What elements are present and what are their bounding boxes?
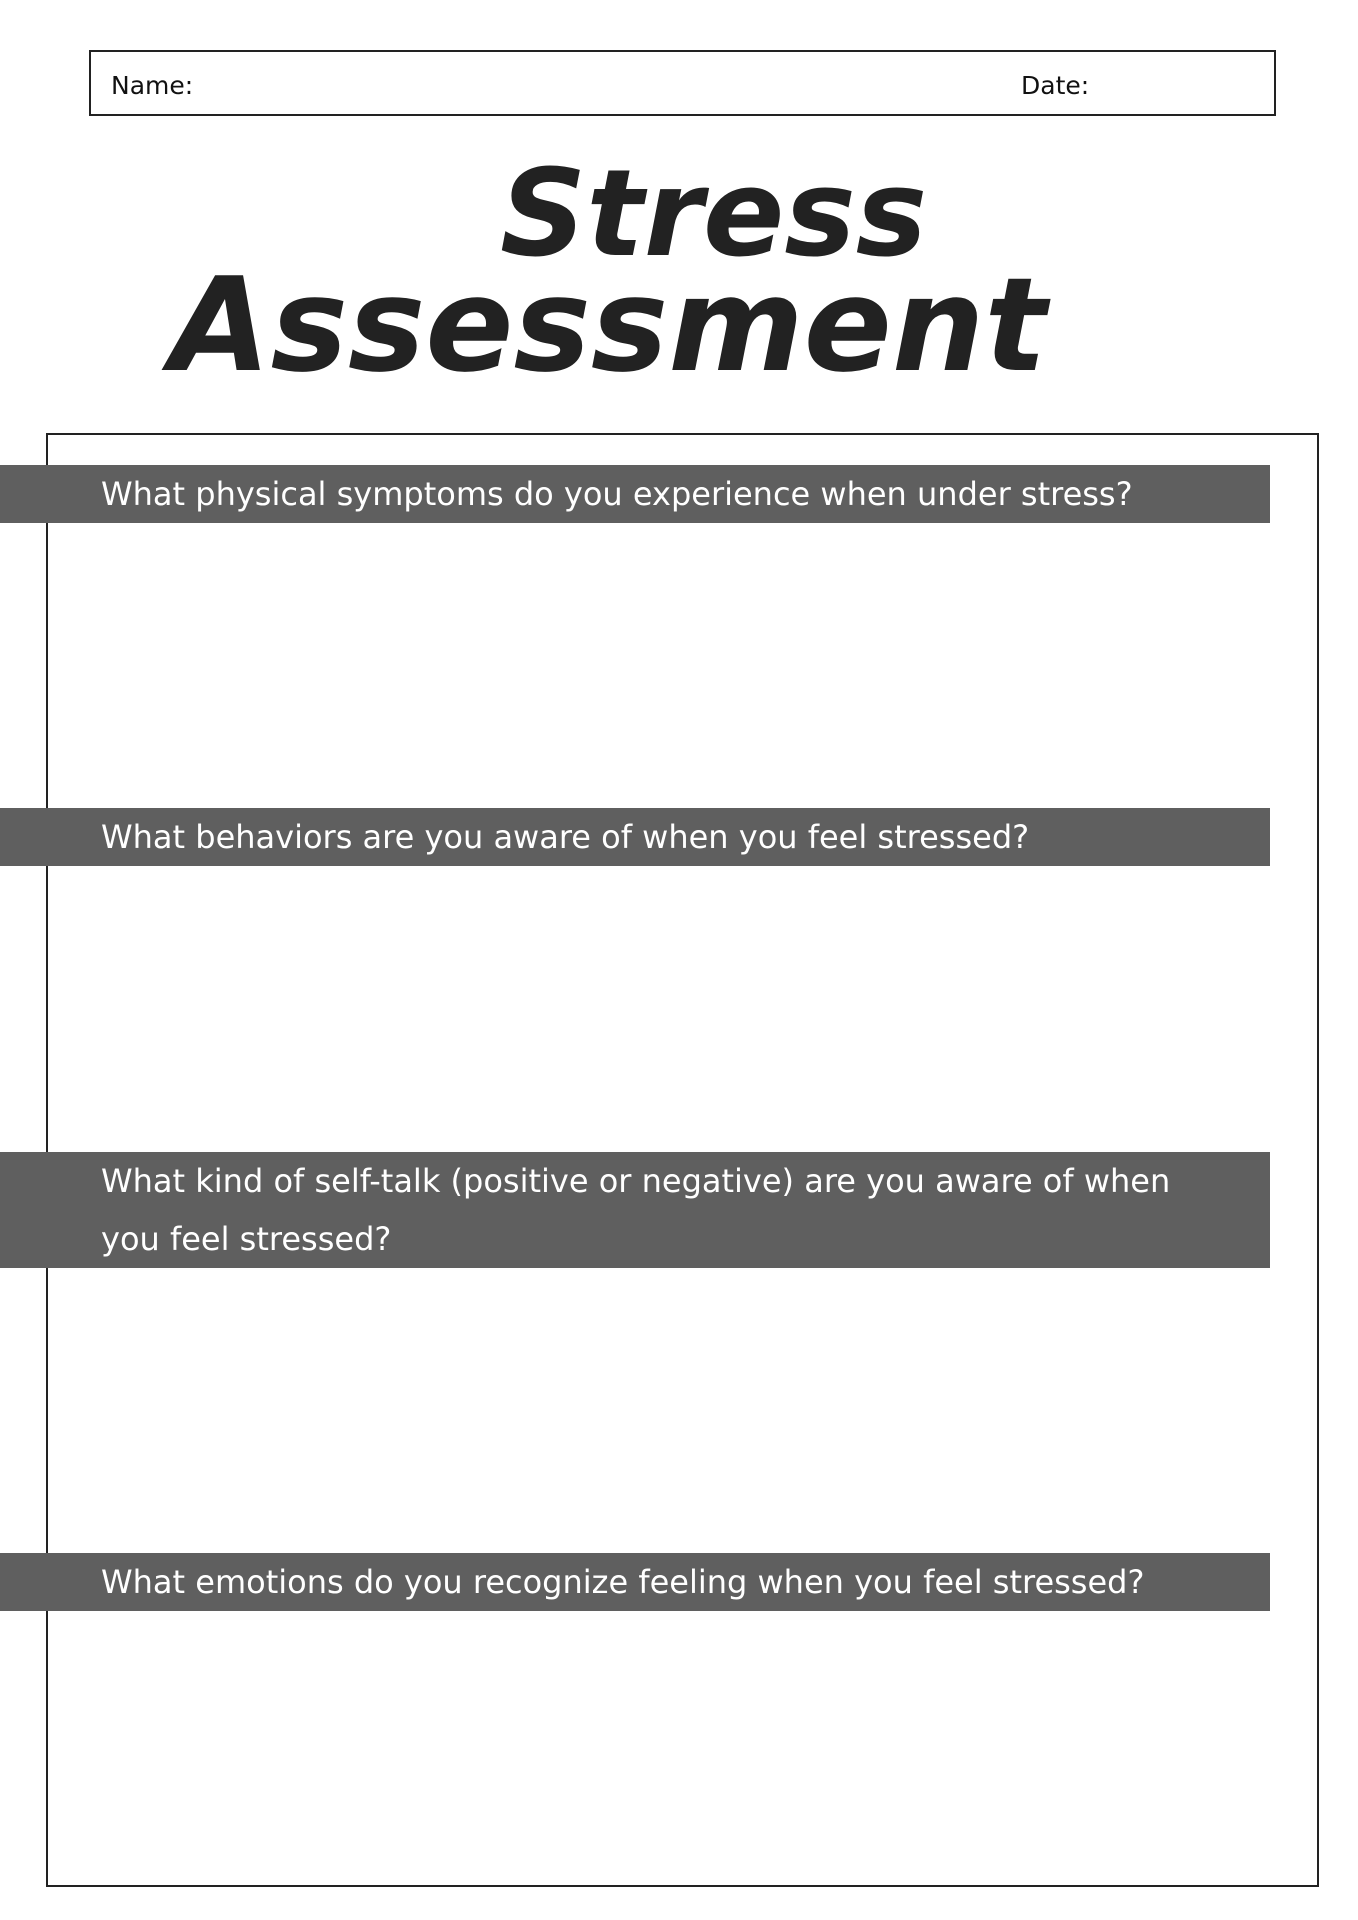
answer-area-4[interactable] bbox=[48, 1611, 1316, 1885]
title-line-1: Stress bbox=[500, 145, 928, 284]
worksheet-title bbox=[160, 135, 1210, 385]
question-bar-3 bbox=[0, 1152, 1270, 1268]
question-bar-4 bbox=[0, 1553, 1270, 1611]
answer-area-2[interactable] bbox=[48, 866, 1316, 1152]
answer-area-3[interactable] bbox=[48, 1268, 1316, 1553]
question-bar-2 bbox=[0, 808, 1270, 866]
name-label: Name: bbox=[111, 71, 194, 100]
name-date-header bbox=[89, 50, 1276, 116]
question-bar-1 bbox=[0, 465, 1270, 523]
title-line-2: Assessment bbox=[170, 249, 1047, 385]
question-text-3: What kind of self-talk (positive or negative) are you aware of when you feel stressed? bbox=[101, 1162, 1171, 1258]
answer-area-1[interactable] bbox=[48, 523, 1316, 808]
question-text-1: What physical symptoms do you experience when under stress? bbox=[101, 475, 1133, 513]
question-text-2: What behaviors are you aware of when you feel stressed? bbox=[101, 818, 1030, 856]
title-logo bbox=[160, 135, 1210, 385]
question-text-4: What emotions do you recognize feeling when you feel stressed? bbox=[101, 1563, 1145, 1601]
date-label: Date: bbox=[1021, 71, 1090, 100]
